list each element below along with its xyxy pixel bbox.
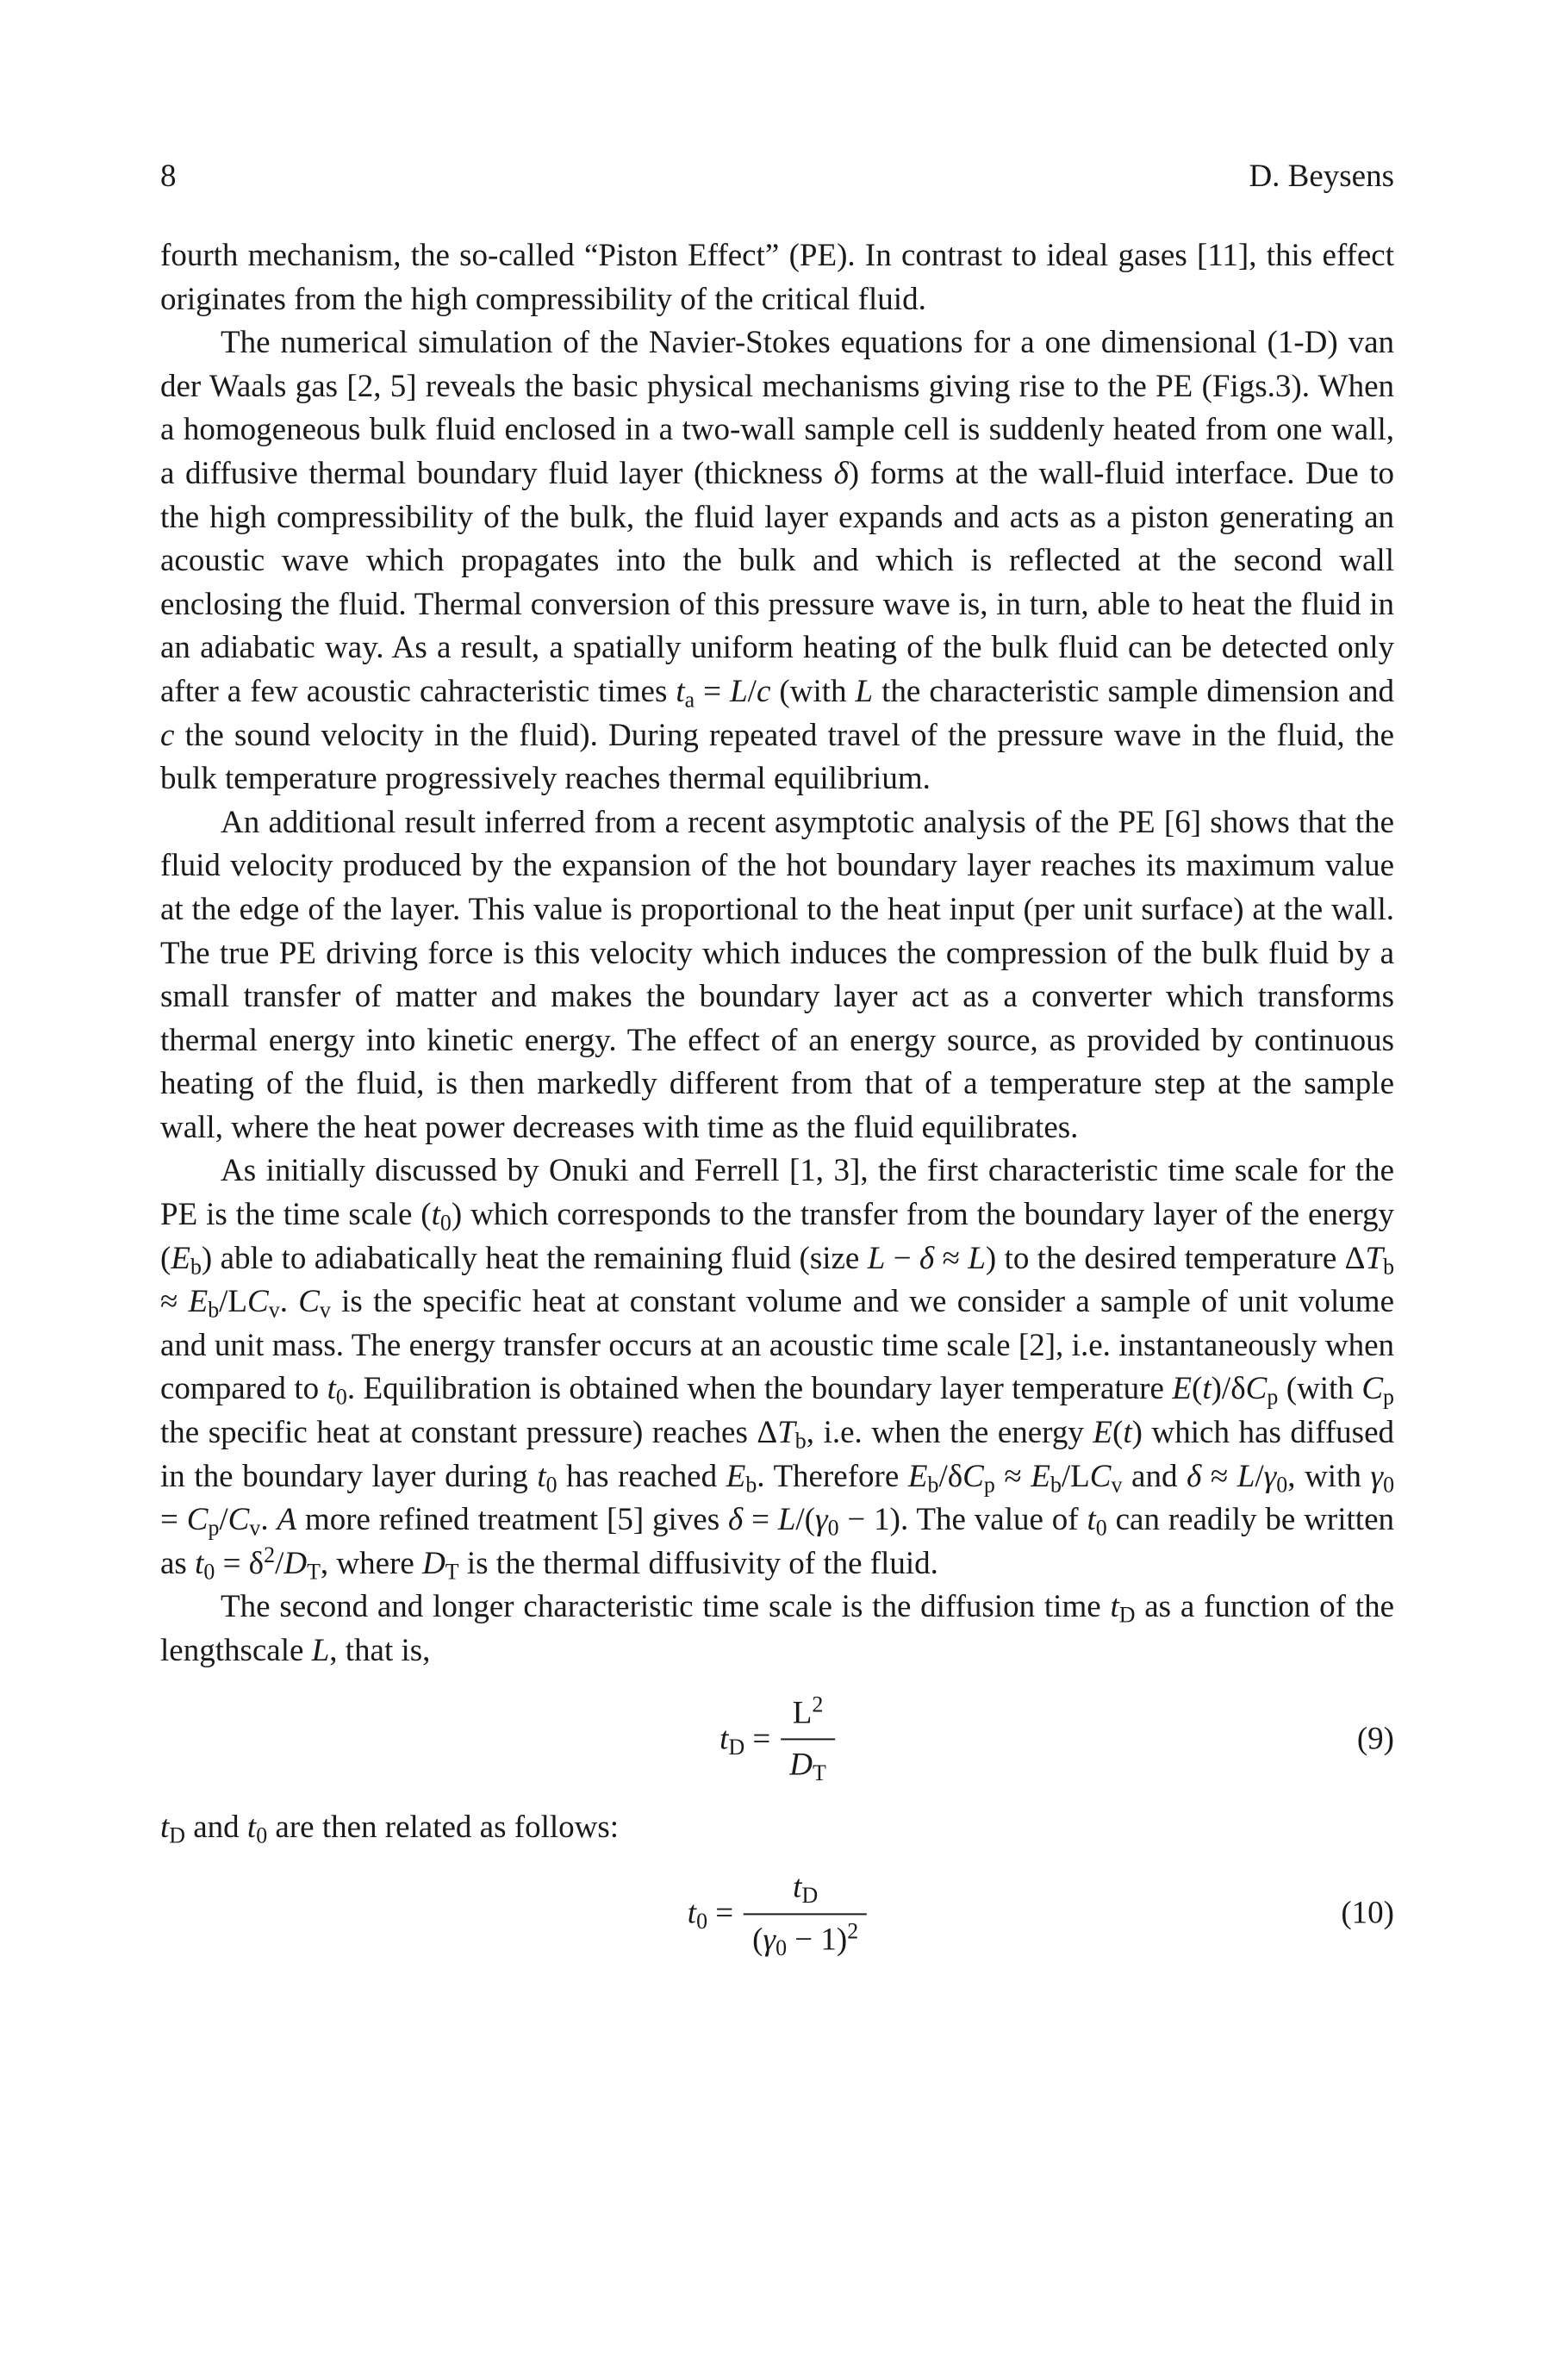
fraction (781, 1692, 835, 1787)
equation-10 (160, 1849, 1394, 1978)
fraction-numerator: $L^2$ (792, 1692, 824, 1730)
fraction (744, 1866, 867, 1962)
equation-number: (9) (1356, 1721, 1394, 1757)
equation-number: (10) (1341, 1895, 1394, 1931)
equation-lhs: $t_D$ = (719, 1721, 771, 1760)
paragraph: An additional result inferred from a recent asymptotic analysis of the PE [6] shows that the fluid velocity produced by the expansion of the hot boundary layer reaches its maximum value at the edge of the layer. This value is proportional to the heat input (per unit surface) at the wall. The true PE driving force is this velocity which induces the compression of the bulk fluid by a small transfer of matter and makes the boundary layer act as a converter which transforms thermal energy into kinetic energy. The effect of an energy source, as provided by continuous heating of the fluid, is then markedly different from that of a temperature step at the sample wall, where the heat power decreases with time as the fluid equilibrates. (160, 804, 1394, 1145)
fraction-denominator: $(\gamma_0 - 1)^2$ (744, 1913, 867, 1962)
fraction-denominator: $D_T$ (781, 1739, 835, 1788)
paragraph: fourth mechanism, the so-called “Piston Effect” (PE). In contrast to ideal gases [11], this effect originates from the high compressibility of the critical fluid. (160, 238, 1394, 317)
paragraph: The numerical simulation of the Navier-Stokes equations for a one dimensional (1-D) van der Waals gas [2, 5] reveals the basic physical mechanisms giving rise to the PE (Figs.3). When a homogeneous bulk fluid enclosed in a two-wall sample cell is suddenly heated from one wall, a diffusive thermal boundary fluid layer (thickness δ) forms at the wall-fluid interface. Due to the high compressibility of the bulk, the fluid layer expands and acts as a piston generating an acoustic wave which propagates into the bulk and which is reflected at the second wall enclosing the fluid. Thermal conversion of this pressure wave is, in turn, able to heat the fluid in an adiabatic way. As a result, a spatially uniform heating of the bulk fluid can be detected only after a few acoustic cahracteristic times $t_a = L/c$ (with L the characteristic sample dimension and c the sound velocity in the fluid). During repeated travel of the pressure wave in the fluid, the bulk temperature progressively reaches thermal equilibrium. (160, 325, 1395, 797)
equation-9-body (719, 1692, 835, 1787)
paragraph: As initially discussed by Onuki and Ferrell [1, 3], the first characteristic time scale for the PE is the time scale $(t_0)$ which corresponds to the transfer from the boundary layer of the energy $(E_b)$ able to adiabatically heat the remaining fluid (size L − δ ≈ L) to the desired temperature $\Delta T_b \approx E_b/LC_v$. $C_v$ is the specific heat at constant volume and we consider a sample of unit volume and unit mass. The energy transfer occurs at an acoustic time scale [2], i.e. instantaneously when compared to $t_0$. Equilibration is obtained when the boundary layer temperature $E(t)/\delta C_p$ (with $C_p$ the specific heat at constant pressure) reaches $\Delta T_b$, i.e. when the energy E(t) which has diffused in the boundary layer during $t_0$ has reached $E_b$. Therefore $E_b/\delta C_p \approx E_b/LC_v$ and $\delta \approx L/\gamma_0$, with $\gamma_0 = C_p/C_v$. A more refined treatment [5] gives $\delta = L/(\gamma_0 - 1)$. The value of $t_0$ can readily be written as $t_0 = \delta^2/D_T$, where $D_T$ is the thermal diffusivity of the fluid. (160, 1153, 1395, 1585)
equation-lhs: $t_0$ = (687, 1895, 734, 1935)
fraction-numerator: $t_D$ (793, 1869, 819, 1909)
paragraph: The second and longer characteristic time scale is the diffusion time $t_D$ as a function of the lengthscale L, that is, (160, 1589, 1394, 1668)
page-number: 8 (160, 159, 177, 194)
page-header (160, 155, 1394, 198)
running-head: D. Beysens (1249, 159, 1394, 194)
body-text (160, 234, 1394, 1978)
paragraph: $t_D$ and $t_0$ are then related as follows: (160, 1809, 620, 1848)
equation-10-body (688, 1866, 867, 1962)
equation-9 (160, 1673, 1394, 1806)
